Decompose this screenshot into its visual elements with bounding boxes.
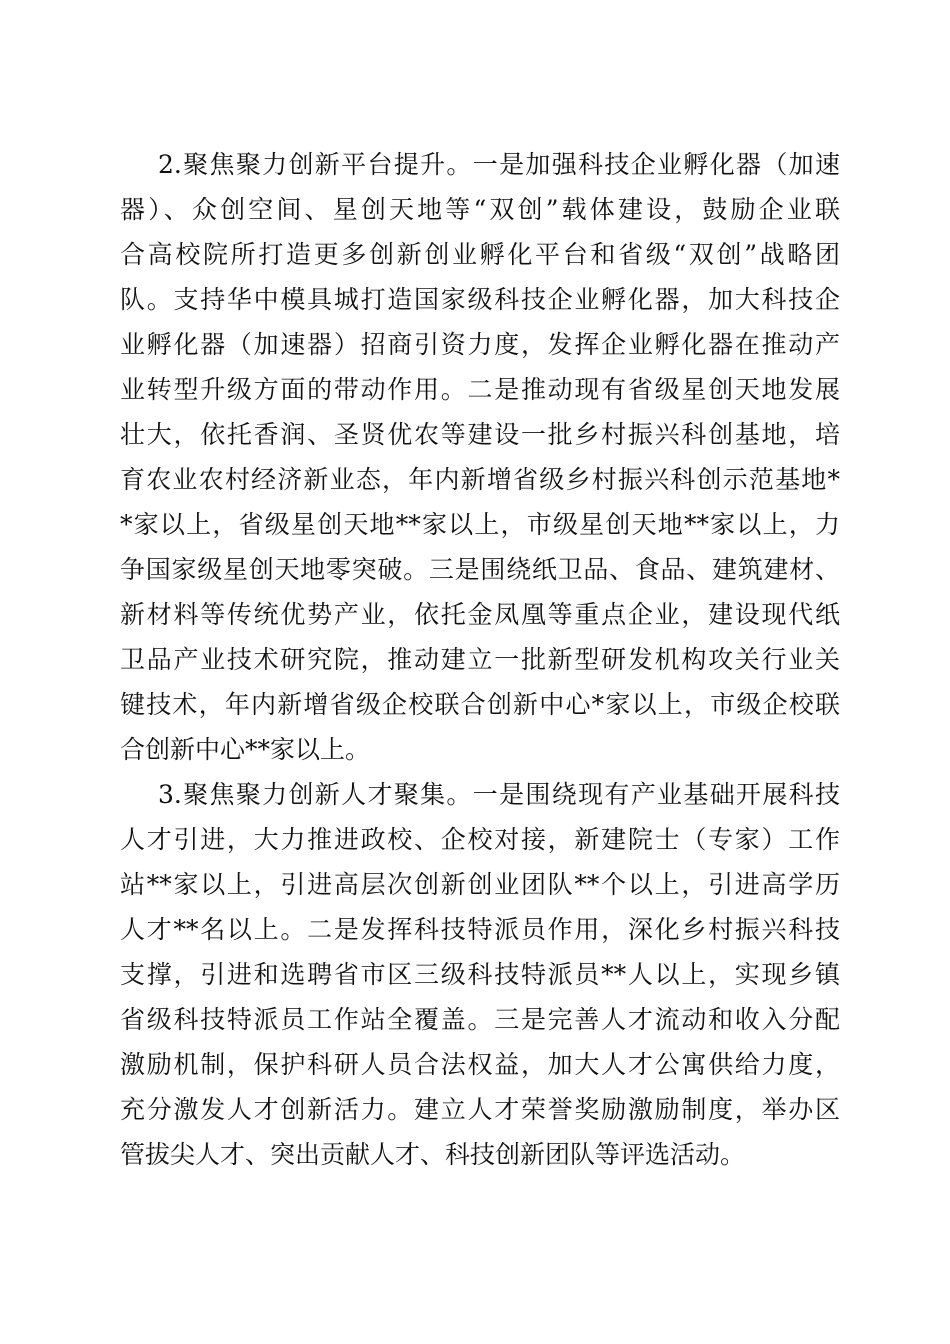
paragraph-1-line-9: *家以上，省级星创天地**家以上，市级星创天地**家以上，力 [120,510,840,539]
paragraph-1-line-11: 新材料等传统优势产业，依托金凤凰等重点企业，建设现代纸 [120,600,840,629]
paragraph-1-line-3: 合高校院所打造更多创新创业孵化平台和省级“双创”战略团 [120,240,840,269]
paragraph-2-line-1: 3.聚焦聚力创新人才聚集。一是围绕现有产业基础开展科技 [158,780,840,809]
paragraph-2-line-7: 激励机制，保护科研人员合法权益，加大人才公寓供给力度， [120,1050,840,1079]
paragraph-1-line-14: 合创新中心**家以上。 [120,735,371,764]
paragraph-1-line-7: 壮大，依托香润、圣贤优农等建设一批乡村振兴科创基地，培 [120,420,840,449]
paragraph-2-line-4: 人才**名以上。二是发挥科技特派员作用，深化乡村振兴科技 [120,915,840,944]
paragraph-2-line-5: 支撑，引进和选聘省市区三级科技特派员**人以上，实现乡镇 [120,960,840,989]
paragraph-1-line-8: 育农业农村经济新业态，年内新增省级乡村振兴科创示范基地* [120,465,840,494]
paragraph-1-line-10: 争国家级星创天地零突破。三是围绕纸卫品、食品、建筑建材、 [120,555,840,584]
paragraph-1-line-13: 键技术，年内新增省级企校联合创新中心*家以上，市级企校联 [120,690,840,719]
paragraph-2-line-6: 省级科技特派员工作站全覆盖。三是完善人才流动和收入分配 [120,1005,840,1034]
paragraph-2-line-3: 站**家以上，引进高层次创新创业团队**个以上，引进高学历 [120,870,840,899]
paragraph-1-line-5: 业孵化器（加速器）招商引资力度，发挥企业孵化器在推动产 [120,330,840,359]
paragraph-1-line-12: 卫品产业技术研究院，推动建立一批新型研发机构攻关行业关 [120,645,840,674]
paragraph-2-line-2: 人才引进，大力推进政校、企校对接，新建院士（专家）工作 [120,825,840,854]
paragraph-1-line-2: 器）、众创空间、星创天地等“双创”载体建设，鼓励企业联 [120,195,840,224]
paragraph-2-line-8: 充分激发人才创新活力。建立人才荣誉奖励激励制度，举办区 [120,1095,840,1124]
paragraph-1-line-1: 2.聚焦聚力创新平台提升。一是加强科技企业孵化器（加速 [158,150,840,179]
paragraph-2-line-9: 管拔尖人才、突出贡献人才、科技创新团队等评选活动。 [120,1140,746,1169]
paragraph-1-line-4: 队。支持华中模具城打造国家级科技企业孵化器，加大科技企 [120,285,840,314]
paragraph-1-line-6: 业转型升级方面的带动作用。二是推动现有省级星创天地发展 [120,375,840,404]
